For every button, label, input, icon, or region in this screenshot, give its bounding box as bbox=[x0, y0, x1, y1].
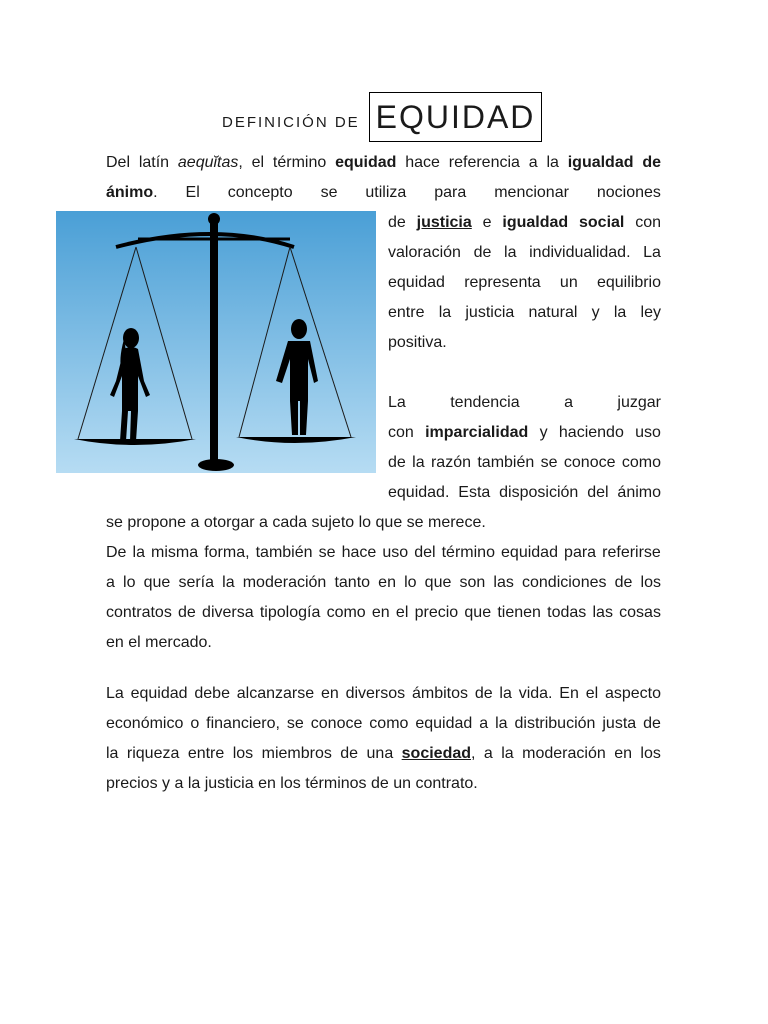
body-paragraphs bbox=[106, 508, 661, 799]
right-line-2: valoración de la individualidad. La bbox=[388, 244, 661, 261]
paragraph-gap bbox=[388, 358, 661, 388]
right-line-1: de justicia e igualdad social con bbox=[388, 214, 661, 231]
p3-line-2: económico o financiero, se conoce como equidad a la distribución justa de bbox=[106, 715, 661, 732]
intro-line-2: ánimo. El concepto se utiliza para mencionar nociones bbox=[106, 184, 661, 201]
p2-line-3: contratos de diversa tipología como en el precio que tienen todas las cosas bbox=[106, 604, 661, 621]
intro-paragraph bbox=[106, 148, 661, 208]
right-line-5: positiva. bbox=[388, 334, 447, 351]
right-line-4: entre la justicia natural y la ley bbox=[388, 304, 661, 321]
intro-line-1: Del latín aequĭtas, el término equidad hace referencia a la igualdad de bbox=[106, 154, 661, 171]
body-line-1: se propone a otorgar a cada sujeto lo que se merece. bbox=[106, 514, 486, 531]
title-prefix: DEFINICIÓN DE bbox=[222, 114, 360, 131]
right-line-9: equidad. Esta disposición del ánimo bbox=[388, 484, 661, 501]
p2-line-2: a lo que sería la moderación tanto en lo que son las condiciones de los bbox=[106, 574, 661, 591]
right-column-text bbox=[388, 208, 661, 508]
right-line-7: con imparcialidad y haciendo uso bbox=[388, 424, 661, 441]
balance-scale-image bbox=[56, 211, 376, 473]
right-line-8: de la razón también se conoce como bbox=[388, 454, 661, 471]
right-line-6: La tendencia a juzgar bbox=[388, 394, 661, 411]
title-boxed-word: EQUIDAD bbox=[369, 92, 542, 142]
paragraph-gap bbox=[106, 658, 661, 679]
p3-line-4: precios y a la justicia en los términos de un contrato. bbox=[106, 775, 478, 792]
p3-line-3: la riqueza entre los miembros de una sociedad, a la moderación en los bbox=[106, 745, 661, 762]
p2-line-1: De la misma forma, también se hace uso del término equidad para referirse bbox=[106, 544, 661, 561]
right-line-3: equidad representa un equilibrio bbox=[388, 274, 661, 291]
p3-line-1: La equidad debe alcanzarse en diversos ámbitos de la vida. En el aspecto bbox=[106, 685, 661, 702]
p2-line-4: en el mercado. bbox=[106, 634, 212, 651]
